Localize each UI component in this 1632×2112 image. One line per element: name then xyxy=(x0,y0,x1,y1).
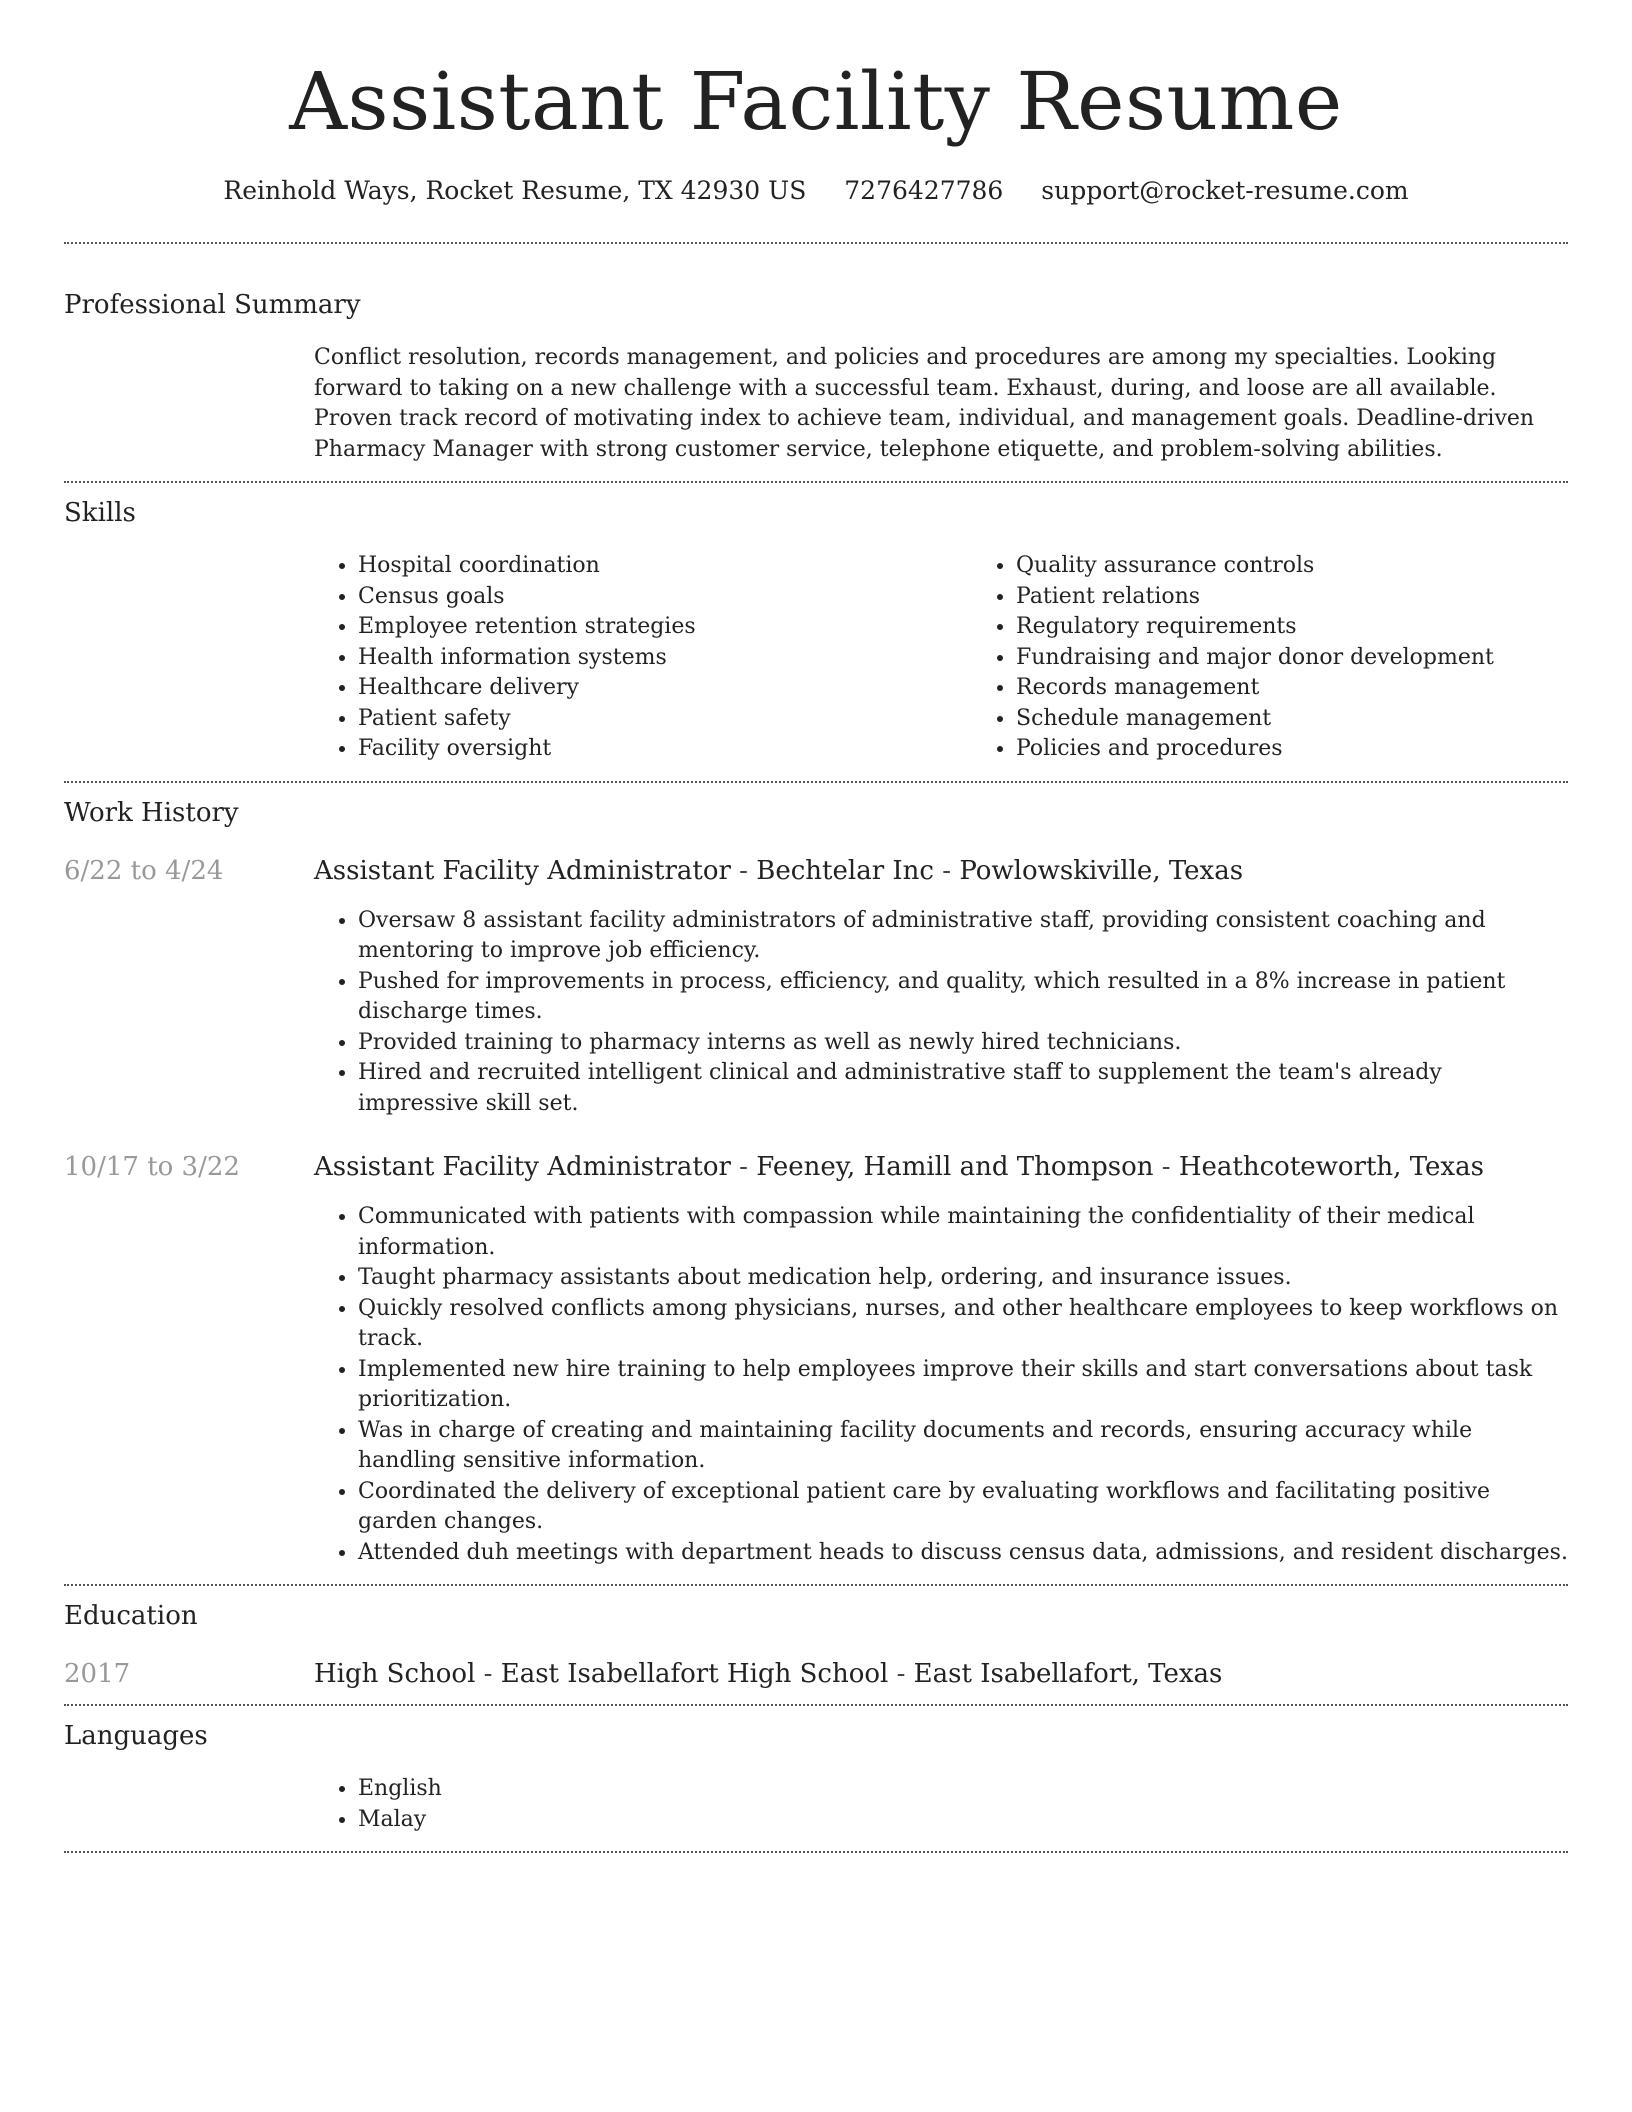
job-location: Heathcoteworth, Texas xyxy=(1178,1152,1484,1182)
job-dates: 6/22 to 4/24 xyxy=(64,855,224,886)
languages-heading: Languages xyxy=(64,1721,208,1751)
skill-item: • Patient safety xyxy=(358,704,972,735)
skill-item: • Employee retention strategies xyxy=(358,612,972,643)
job-separator: - xyxy=(730,1152,757,1182)
job-bullets xyxy=(314,1202,1568,1568)
education-heading: Education xyxy=(64,1601,198,1631)
language-item: • English xyxy=(358,1774,1568,1805)
job-title: Assistant Facility Administrator xyxy=(314,855,731,886)
contact-line xyxy=(64,172,1568,210)
skill-item: • Hospital coordination xyxy=(358,551,972,582)
skills-list-right xyxy=(972,551,1630,765)
language-item: • Malay xyxy=(358,1805,1568,1836)
job-bullet: • Taught pharmacy assistants about medication help, ordering, and insurance issues. xyxy=(358,1263,1568,1294)
job-company: Feeney, Hamill and Thompson xyxy=(756,1152,1154,1182)
job-dates: 10/17 to 3/22 xyxy=(64,1152,240,1182)
job-bullet: • Was in charge of creating and maintaining facility documents and records, ensuring accuracy while handling sensitive information. xyxy=(358,1416,1568,1477)
job-bullet: • Attended duh meetings with department heads to discuss census data, admissions, and resident discharges. xyxy=(358,1538,1568,1569)
education-section xyxy=(64,1598,1568,1692)
job-separator: - xyxy=(730,855,757,886)
summary-text: Conflict resolution, records management, and policies and procedures are among my specialties. Looking forward to taking on a new challenge with a successful team. Exhaust, during, and loose are all available. Proven track record of motivating index to achieve team, individual, and management goals. Deadline-driven Pharmacy Manager with strong customer service, telephone etiquette, and problem-solving abilities. xyxy=(314,345,1535,462)
job-bullet: • Hired and recruited intelligent clinical and administrative staff to supplement the team's already impressive skill set. xyxy=(358,1058,1568,1119)
divider xyxy=(64,242,1568,244)
job-bullet: • Oversaw 8 assistant facility administrators of administrative staff, providing consistent coaching and mentoring to improve job efficiency. xyxy=(358,906,1568,967)
skill-item: • Census goals xyxy=(358,582,972,613)
skill-item: • Fundraising and major donor development xyxy=(1016,643,1630,674)
languages-section xyxy=(64,1718,1568,1835)
skills-section xyxy=(64,495,1568,765)
education-separator: - xyxy=(888,1659,914,1689)
divider xyxy=(64,1851,1568,1853)
education-entry xyxy=(314,1656,1568,1692)
skills-left-column xyxy=(64,551,314,765)
job-separator: - xyxy=(1153,1152,1179,1182)
job-bullet: • Coordinated the delivery of exceptional patient care by evaluating workflows and facilitating positive garden changes. xyxy=(358,1477,1568,1538)
skill-item: • Regulatory requirements xyxy=(1016,612,1630,643)
skill-item: • Policies and procedures xyxy=(1016,734,1630,765)
job-heading xyxy=(314,1149,1568,1185)
summary-section xyxy=(64,287,1568,465)
skills-heading: Skills xyxy=(64,498,136,528)
education-separator: - xyxy=(475,1659,501,1689)
job-entry xyxy=(64,1149,1568,1568)
education-year: 2017 xyxy=(64,1659,131,1689)
skill-item: • Quality assurance controls xyxy=(1016,551,1630,582)
skill-item: • Facility oversight xyxy=(358,734,972,765)
job-company: Bechtelar Inc xyxy=(756,855,934,886)
job-location: Powlowskiville, Texas xyxy=(959,855,1244,886)
skill-item: • Records management xyxy=(1016,673,1630,704)
languages-list xyxy=(314,1774,1568,1835)
job-bullet: • Quickly resolved conflicts among physicians, nurses, and other healthcare employees to keep workflows on track. xyxy=(358,1294,1568,1355)
summary-heading: Professional Summary xyxy=(64,290,361,320)
job-heading xyxy=(314,853,1568,889)
education-location: East Isabellafort, Texas xyxy=(913,1659,1223,1689)
skill-item: • Patient relations xyxy=(1016,582,1630,613)
skill-item: • Healthcare delivery xyxy=(358,673,972,704)
skill-item: • Schedule management xyxy=(1016,704,1630,735)
work-heading: Work History xyxy=(64,797,239,828)
education-school: East Isabellafort High School xyxy=(500,1659,889,1689)
education-degree: High School xyxy=(314,1659,476,1689)
contact-address: Reinhold Ways, Rocket Resume, TX 42930 US xyxy=(223,176,807,205)
divider xyxy=(64,481,1568,483)
contact-phone: 7276427786 xyxy=(844,176,1004,205)
summary-left-column xyxy=(64,343,314,465)
contact-email: support@rocket-resume.com xyxy=(1041,176,1409,205)
job-bullet: • Communicated with patients with compassion while maintaining the confidentiality of their medical information. xyxy=(358,1202,1568,1263)
work-section xyxy=(64,795,1568,1569)
job-entry xyxy=(64,853,1568,1120)
job-separator: - xyxy=(933,855,960,886)
divider xyxy=(64,1584,1568,1586)
resume-title: Assistant Facility Resume xyxy=(289,55,1343,148)
job-title: Assistant Facility Administrator xyxy=(314,1152,731,1182)
divider xyxy=(64,781,1568,783)
job-bullet: • Pushed for improvements in process, efficiency, and quality, which resulted in a 8% increase in patient discharge times. xyxy=(358,967,1568,1028)
job-bullets xyxy=(314,906,1568,1120)
skill-item: • Health information systems xyxy=(358,643,972,674)
skills-list-left xyxy=(314,551,972,765)
job-bullet: • Implemented new hire training to help employees improve their skills and start conversations about task prioritization. xyxy=(358,1355,1568,1416)
job-bullet: • Provided training to pharmacy interns as well as newly hired technicians. xyxy=(358,1028,1568,1059)
divider xyxy=(64,1704,1568,1706)
